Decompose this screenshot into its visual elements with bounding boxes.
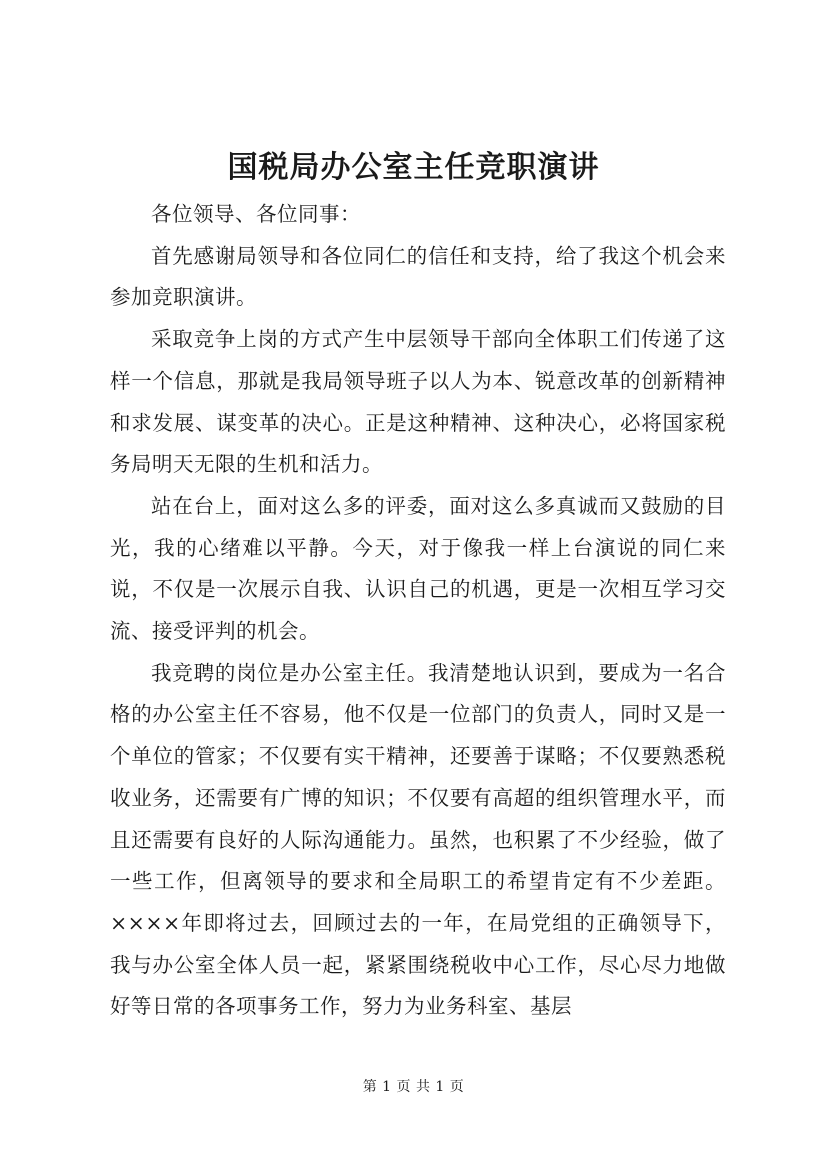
body-paragraph: 首先感谢局领导和各位同仁的信任和支持，给了我这个机会来参加竞职演讲。 [110, 243, 726, 310]
document-body [110, 194, 726, 1028]
body-paragraph: 我竞聘的岗位是办公室主任。我清楚地认识到，要成为一名合格的办公室主任不容易，他不仅是一位部门的负责人，同时又是一个单位的管家；不仅要有实干精神，还要善于谋略；不仅要熟悉税收业务，还需要有广博的知识；不仅要有高超的组织管理水平，而且还需要有良好的人际沟通能力。虽然，也积累了不少经验，做了一些工作，但离领导的要求和全局职工的希望肯定有不少差距。××××年即将过去，回顾过去的一年，在局党组的正确领导下，我与办公室全体人员一起，紧紧围绕税收中心工作，尽心尽力地做好等日常的各项事务工作，努力为业务科室、基层 [110, 660, 726, 1019]
document-title: 国税局办公室主任竞职演讲 [227, 150, 600, 185]
body-paragraph: 采取竞争上岗的方式产生中层领导干部向全体职工们传递了这样一个信息，那就是我局领导班子以人为本、锐意改革的创新精神和求发展、谋变革的决心。正是这种精神、这种决心，必将国家税务局明天无限的生机和活力。 [110, 327, 726, 477]
page-footer: 第 1 页 共 1 页 [362, 1079, 465, 1095]
salutation-paragraph: 各位领导、各位同事： [151, 202, 361, 226]
body-paragraph: 站在台上，面对这么多的评委，面对这么多真诚而又鼓励的目光，我的心绪难以平静。今天，对于像我一样上台演说的同仁来说，不仅是一次展示自我、认识自己的机遇，更是一次相互学习交流、接受评判的机会。 [110, 493, 726, 644]
